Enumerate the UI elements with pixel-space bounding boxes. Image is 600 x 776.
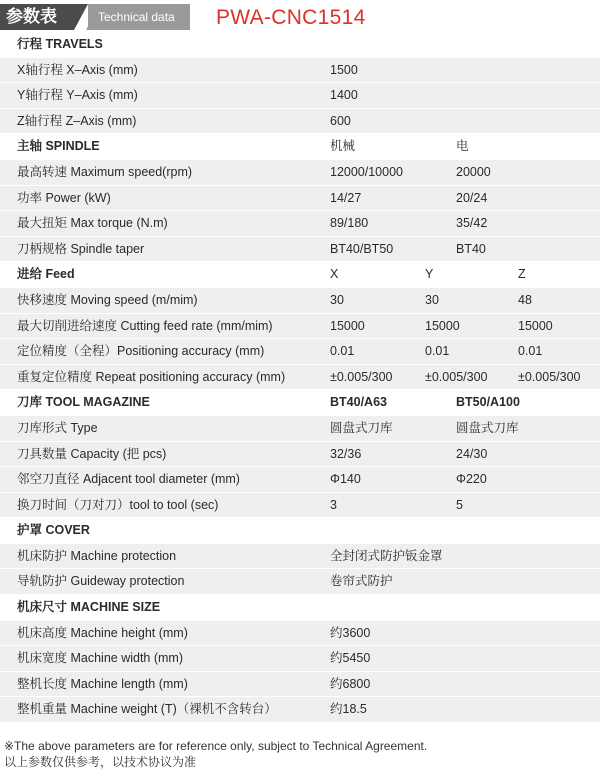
row-value: 5 — [456, 497, 463, 512]
table-row — [0, 365, 600, 391]
row-label: 整机重量 Machine weight (T)（裸机不含转台） — [17, 702, 277, 717]
row-value: 24/30 — [456, 446, 488, 461]
table-row — [0, 416, 600, 442]
table-row — [0, 569, 600, 595]
column-header: Z — [518, 267, 526, 282]
row-label: 机床宽度 Machine width (mm) — [17, 651, 183, 666]
section-tool-magazine — [0, 390, 600, 416]
row-label: 机床高度 Machine height (mm) — [17, 625, 188, 640]
column-header: Y — [425, 267, 434, 282]
section-heading: 护罩 COVER — [17, 523, 90, 538]
row-value: 12000/10000 — [330, 164, 403, 179]
row-value: 35/42 — [456, 216, 488, 231]
row-label: 功率 Power (kW) — [17, 190, 111, 205]
row-value: 0.01 — [330, 344, 355, 359]
section-spindle — [0, 134, 600, 160]
row-label: 最大切削进给速度 Cutting feed rate (mm/mim) — [17, 318, 273, 333]
column-header: 机械 — [330, 139, 356, 154]
table-row — [0, 493, 600, 519]
table-row — [0, 467, 600, 493]
table-row — [0, 109, 600, 135]
table-row — [0, 442, 600, 468]
table-row — [0, 211, 600, 237]
table-row — [0, 646, 600, 672]
row-value: 32/36 — [330, 446, 362, 461]
header — [0, 0, 600, 34]
row-label: 快移速度 Moving speed (m/mim) — [17, 292, 198, 307]
row-value: Φ220 — [456, 472, 487, 487]
row-value: BT40/BT50 — [330, 241, 394, 256]
section-heading: 主轴 SPINDLE — [17, 139, 100, 154]
footnote-cn: 以上参数仅供参考，以技术协议为准 — [4, 755, 197, 769]
row-value: 0.01 — [425, 344, 450, 359]
row-value: ±0.005/300 — [425, 369, 488, 384]
section-travels — [0, 32, 600, 58]
row-value: 48 — [518, 292, 532, 307]
row-label: 最大扭矩 Max torque (N.m) — [17, 216, 168, 231]
row-label: 整机长度 Machine length (mm) — [17, 676, 188, 691]
footnote-en: ※The above parameters are for reference only, subject to Technical Agreement. — [4, 739, 428, 753]
row-value: 15000 — [330, 318, 365, 333]
table-row — [0, 288, 600, 314]
section-heading: 机床尺寸 MACHINE SIZE — [17, 600, 161, 615]
row-value: 20000 — [456, 164, 491, 179]
row-value: ±0.005/300 — [330, 369, 393, 384]
column-header: X — [330, 267, 339, 282]
table-row — [0, 186, 600, 212]
table-row — [0, 314, 600, 340]
row-value: 0.01 — [518, 344, 543, 359]
row-label: Z轴行程 Z–Axis (mm) — [17, 113, 137, 128]
column-header: 电 — [456, 139, 469, 154]
section-cover — [0, 518, 600, 544]
row-label: 刀柄规格 Spindle taper — [17, 241, 145, 256]
row-value: 约6800 — [330, 676, 371, 691]
row-value: 1400 — [330, 88, 358, 103]
row-value: 约18.5 — [330, 702, 367, 717]
row-label: 最高转速 Maximum speed(rpm) — [17, 164, 193, 179]
table-row — [0, 672, 600, 698]
row-value: 89/180 — [330, 216, 369, 231]
row-value: 1500 — [330, 62, 358, 77]
row-value: 约3600 — [330, 625, 371, 640]
spec-table — [0, 32, 600, 723]
row-value: 全封闭式防护钣金罩 — [330, 548, 443, 563]
row-value: 15000 — [425, 318, 460, 333]
model-number: PWA-CNC1514 — [216, 6, 366, 29]
table-row — [0, 544, 600, 570]
section-heading: 进给 Feed — [17, 267, 75, 282]
row-label: 导轨防护 Guideway protection — [17, 574, 185, 589]
row-value: ±0.005/300 — [518, 369, 581, 384]
row-value: 15000 — [518, 318, 553, 333]
column-header: BT40/A63 — [330, 395, 387, 410]
table-row — [0, 160, 600, 186]
row-value: 600 — [330, 113, 351, 128]
table-row — [0, 621, 600, 647]
row-label: 重复定位精度 Repeat positioning accuracy (mm) — [17, 369, 286, 384]
title-en: Technical data — [88, 4, 190, 30]
column-header: BT50/A100 — [456, 395, 520, 410]
table-row — [0, 83, 600, 109]
section-heading: 刀库 TOOL MAGAZINE — [17, 395, 150, 410]
row-value: BT40 — [456, 241, 486, 256]
section-feed — [0, 262, 600, 288]
row-label: X轴行程 X–Axis (mm) — [17, 62, 138, 77]
row-label: 刀具数量 Capacity (把 pcs) — [17, 446, 167, 461]
row-value: 30 — [330, 292, 344, 307]
footnote — [4, 738, 427, 770]
row-label: 刀库形式 Type — [17, 420, 98, 435]
row-label: 定位精度（全程）Positioning accuracy (mm) — [17, 344, 265, 359]
row-value: 卷帘式防护 — [330, 574, 393, 589]
row-value: 20/24 — [456, 190, 488, 205]
table-row — [0, 58, 600, 84]
title-cn: 参数表 — [0, 4, 74, 30]
table-row — [0, 697, 600, 723]
row-value: 圆盘式刀库 — [330, 420, 393, 435]
section-machine-size — [0, 595, 600, 621]
row-value: 14/27 — [330, 190, 362, 205]
row-label: 邻空刀直径 Adjacent tool diameter (mm) — [17, 472, 240, 487]
row-value: 圆盘式刀库 — [456, 420, 519, 435]
row-value: 30 — [425, 292, 439, 307]
row-label: Y轴行程 Y–Axis (mm) — [17, 88, 138, 103]
table-row — [0, 237, 600, 263]
table-row — [0, 339, 600, 365]
row-value: 3 — [330, 497, 337, 512]
row-value: Φ140 — [330, 472, 361, 487]
section-heading: 行程 TRAVELS — [17, 37, 103, 51]
row-label: 换刀时间（刀对刀）tool to tool (sec) — [17, 497, 219, 512]
row-label: 机床防护 Machine protection — [17, 548, 177, 563]
row-value: 约5450 — [330, 651, 371, 666]
